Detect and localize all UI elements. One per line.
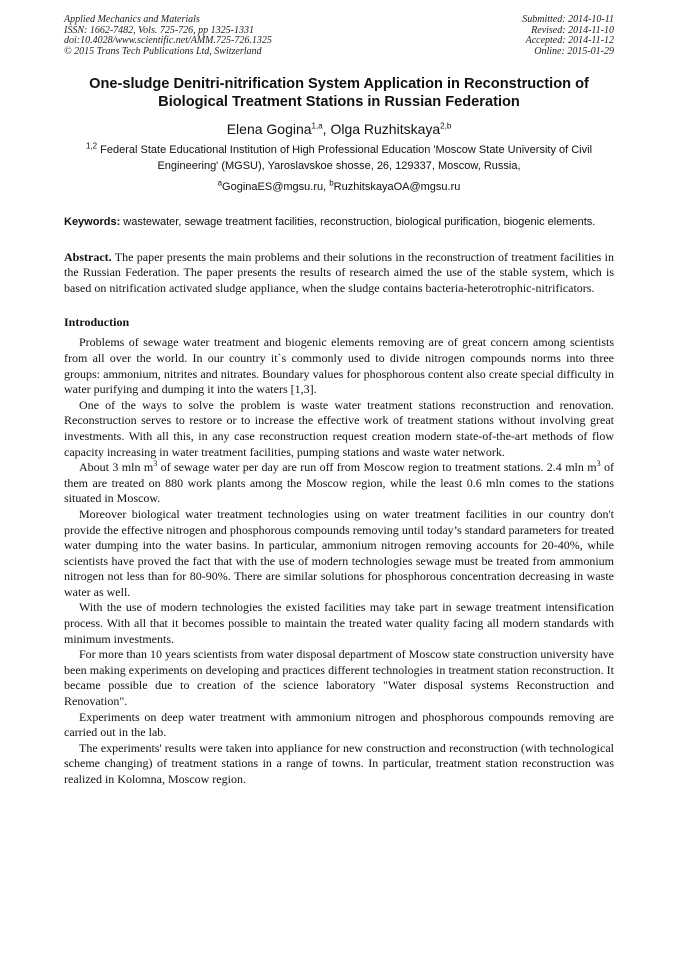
doi-line: doi:10.4028/www.scientific.net/AMM.725-726.1325 [64,35,272,47]
dates-info [522,15,614,57]
journal-name: Applied Mechanics and Materials [64,14,200,25]
paragraph [64,460,614,507]
paragraph: Problems of sewage water treatment and biogenic elements removing are of great concern among scientists from all over the world. In our country it`s commonly used to divide nitrogen compounds norms into three groups: ammonium, nitrites and nitrates. Boundary values for phosphorous content also create special difficulty in water purifying and dumping it into the waters [1,3]. [64,335,614,397]
submitted-date: Submitted: 2014-10-11 [522,14,614,25]
affiliation-sup: 1,2 [85,141,98,151]
superscript: 3 [153,459,158,469]
affiliation-text: Federal State Educational Institution of High Professional Education 'Moscow State University of Civil Engineering' (MGSU), Yaroslavskoe shosse, 26, 129337, Moscow, Russia, [100,144,593,172]
paper-page [64,15,614,788]
section-heading: Introduction [64,315,130,330]
paragraph: The experiments' results were taken into appliance for new construction and reconstruction (with technological scheme changing) of treatment stations in a range of towns. In particular, treatment station reconstruction was realized in Kolomna, Moscow region. [64,740,614,786]
journal-info [64,15,272,57]
paragraph: Experiments on deep water treatment with ammonium nitrogen and phosphorous compounds removing are carried out in the lab. [64,709,614,740]
email-separator: , [323,181,330,194]
paragraph: For more than 10 years scientists from water disposal department of Moscow state construction university have been making experiments on developing and practices different technologies in treatment station reconstruction. It became possible due to creation of the science laboratory "Water disposal systems Reconstruction and Renovation". [64,647,614,709]
abstract [64,250,614,297]
author-name: Olga Ruzhitskaya [330,121,441,138]
abstract-label: Abstract. [64,249,112,264]
revised-date: Revised: 2014-11-10 [531,24,614,36]
superscript: 3 [596,459,601,469]
publication-meta [64,15,614,57]
paragraph: With the use of modern technologies the existed facilities may take part in sewage treatment intensification process. With all that it becomes possible to maintain the treated water quality facing all modern standards with minimum investments. [64,600,614,646]
copyright-line: © 2015 Trans Tech Publications Ltd, Switzerland [64,45,262,57]
email-address: RuzhitskayaOA@mgsu.ru [333,181,461,194]
abstract-text: The paper presents the main problems and their solutions in the reconstruction of treatment facilities in the Russian Federation. The paper presents the results of research aimed the use of the stable system, which is based on nitrification activated sludge appliance, when the sludge contains bacteria-heterotrophic-nitrificators. [64,249,614,295]
accepted-date: Accepted: 2014-11-12 [525,35,614,47]
author-sup: 2,b [440,121,452,131]
email-sup: a [217,178,223,188]
author-sup: 1,a [311,121,323,131]
paragraph-text: of sewage water per day are run off from Moscow region to treatment stations. 2.4 mln m [157,460,597,475]
author-separator: , [322,121,331,138]
email-sup: b [329,178,334,188]
email-address: GoginaES@mgsu.ru [222,181,324,194]
keywords [64,215,614,230]
keywords-label: Keywords: [64,216,121,229]
issn-line: ISSN: 1662-7482, Vols. 725-726, pp 1325-1331 [64,24,254,36]
paragraph: One of the ways to solve the problem is waste water treatment stations reconstruction and renovation. Reconstruction serves to restore or to increase the effective work of treatment stations without involving great investments. With all this, in any case reconstruction request creation modern state-of-the-art methods of flow capacity increasing in water treatment facilities, pumping stations and waste water network. [64,397,614,459]
online-date: Online: 2015-01-29 [534,45,614,57]
introduction-body [64,335,614,787]
keywords-text: wastewater, sewage treatment facilities, reconstruction, biological purification, biogenic elements. [120,216,596,229]
email-line [64,180,614,195]
affiliation [64,143,614,174]
paragraph-text: of them are treated on 880 work plants among the Moscow region, while the least 0.6 mln comes to the stations situated in Moscow. [64,460,615,506]
paragraph-text: About 3 mln m [79,460,154,475]
paragraph: Moreover biological water treatment technologies using on water treatment facilities in our country don't provide the effective nitrogen and phosphorous compounds removing until today’s standard parameters for treated water dumping into the water basins. In particular, ammonium nitrogen removing accounts for 20-40%, while scientists have proved the fact that with the use of modern technologies sewage must be treated from ammonium nitrogen not less than for 80-90%. There are similar solutions for phosphorous concentration decreasing in waste water as well. [64,506,614,599]
author-name: Elena Gogina [226,121,312,138]
author-line [64,120,614,138]
paper-title: One-sludge Denitri-nitrification System Application in Reconstruction of Biological Treatment Stations in Russian Federation [89,76,589,111]
